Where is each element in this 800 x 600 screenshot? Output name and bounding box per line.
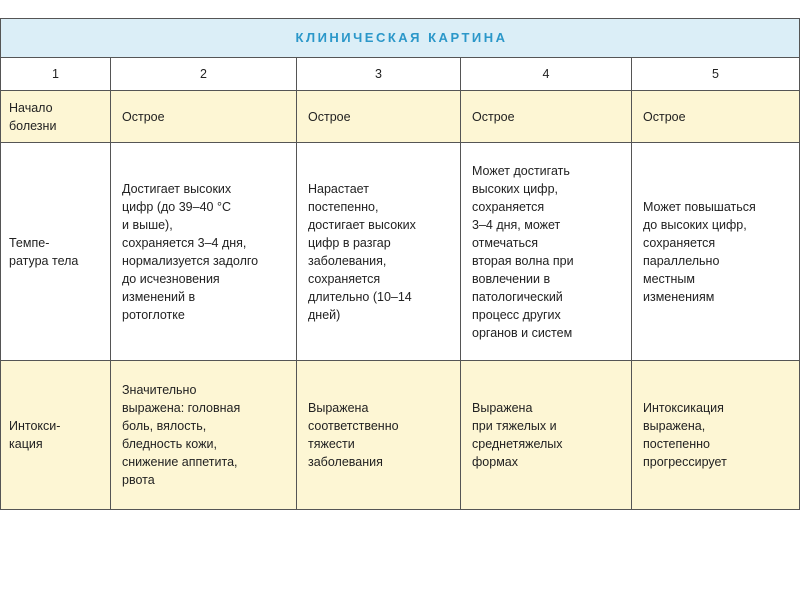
table-cell: Значительно выражена: головная боль, вялость, бледность кожи, снижение аппетита, рвота <box>111 361 297 510</box>
table-row <box>1 361 800 510</box>
column-number: 2 <box>111 58 297 91</box>
table-cell: Может повышаться до высоких цифр, сохраняется параллельно местным изменениям <box>632 143 800 361</box>
column-number: 5 <box>632 58 800 91</box>
column-number: 1 <box>1 58 111 91</box>
table-cell: Нарастает постепенно, достигает высоких цифр в разгар заболевания, сохраняется длительно (10–14 дней) <box>297 143 461 361</box>
table-cell: Может достигать высоких цифр, сохраняется 3–4 дня, может отмечаться вторая волна при вовлечении в патологический процесс других органов и систем <box>461 143 632 361</box>
table-cell: Выражена при тяжелых и среднетяжелых формах <box>461 361 632 510</box>
table-cell: Выражена соответственно тяжести заболевания <box>297 361 461 510</box>
title-row <box>1 19 800 58</box>
table-title: КЛИНИЧЕСКАЯ КАРТИНА <box>1 19 800 58</box>
row-label: Начало болезни <box>1 91 111 143</box>
table-row <box>1 143 800 361</box>
table-cell: Достигает высоких цифр (до 39–40 °С и выше), сохраняется 3–4 дня, нормализуется задолго до исчезновения изменений в ротоглотке <box>111 143 297 361</box>
clinical-table <box>0 18 800 510</box>
column-number: 4 <box>461 58 632 91</box>
row-label: Темпе- ратура тела <box>1 143 111 361</box>
table-cell: Острое <box>461 91 632 143</box>
table-row <box>1 91 800 143</box>
table-cell: Острое <box>297 91 461 143</box>
column-number-row <box>1 58 800 91</box>
row-label: Интокси- кация <box>1 361 111 510</box>
column-number: 3 <box>297 58 461 91</box>
table-cell: Острое <box>111 91 297 143</box>
table-cell: Острое <box>632 91 800 143</box>
table-cell: Интоксикация выражена, постепенно прогрессирует <box>632 361 800 510</box>
